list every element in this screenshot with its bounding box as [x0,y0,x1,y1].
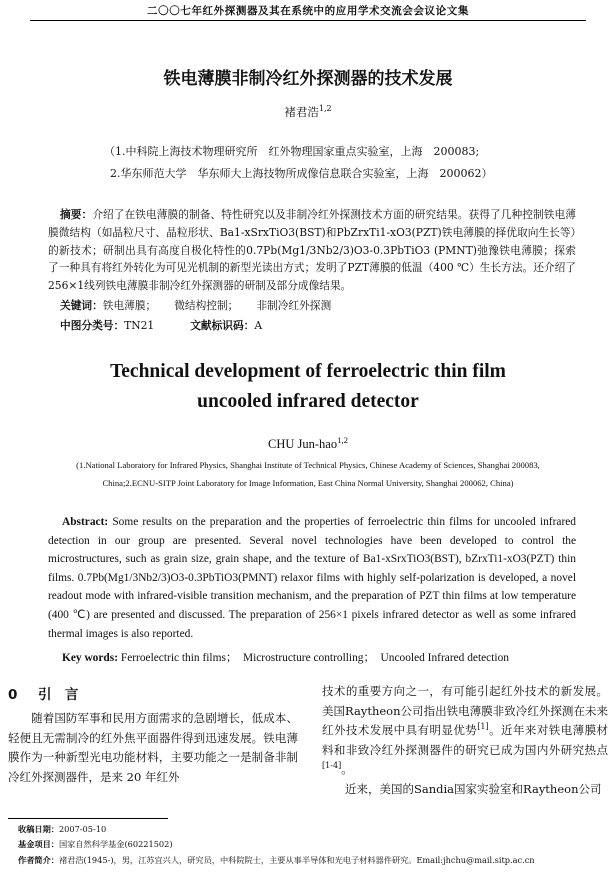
fund-text: 国家自然科学基金(60221502) [58,839,173,849]
received-label: 收稿日期： [18,824,59,834]
cn-title: 铁电薄膜非制冷红外探测器的技术发展 [163,69,453,89]
en-affiliation-2: China;2.ECNU-SITP Joint Laboratory for Image Information, East China Normal University, Shanghai 200062, China) [102,478,514,488]
bio-label: 作者简介： [18,855,59,865]
intro-left-text: 随着国防军事和民用方面需求的急剧增长，低成本、轻便且无需制冷的红外焦平面器件得到迅速发展。铁电薄膜作为一种新型光电功能材料，主要功能之一是制备非制冷红外探测器件，是来 20 年红外 [8,711,298,784]
cn-keyword-3: 非制冷红外探测 [256,299,332,312]
cn-author-name: 褚君浩 [284,105,319,119]
intro-left-column [8,709,298,787]
footnote-fund [18,839,173,850]
cn-affiliation-2: 2.华东师范大学 华东师大上海技物所成像信息联合实验室，上海 200062） [110,167,493,180]
en-title-line-1: Technical development of ferroelectric thin film [110,361,506,382]
intro-right-p1: 技术的重要方向之一，有可能引起红外技术的新发展。美国Raytheon公司指出铁电薄膜非致冷红外探测在未来红外技术发展中具有明显优势 [322,684,608,738]
cn-keyword-2: 微结构控制； [174,299,239,312]
cn-keywords-label: 关键词： [60,299,103,312]
en-keywords [62,649,509,665]
cn-abstract-label: 摘要： [60,208,93,221]
intro-right-p2: 近来，美国的Sandia国家实验室和Raytheon公司 [345,781,602,796]
section-heading [8,683,79,703]
en-title-line-2: uncooled infrared detector [197,391,419,412]
doc-code-value: A [254,319,263,332]
en-abstract-label: Abstract: [62,516,109,528]
ref-2: [1-4] [322,761,342,771]
footnote-rule [8,818,168,819]
cn-keyword-1: 铁电薄膜； [102,299,157,312]
section-title: 引 言 [38,687,79,703]
cn-classification [60,318,262,333]
cn-affiliation-1: （1.中科院上海技术物理研究所 红外物理国家重点实验室，上海 200083; [104,145,480,158]
footnote-received [18,824,106,835]
header-rule [30,20,586,21]
fund-label: 基金项目： [18,839,59,849]
en-author-sup: 1,2 [337,434,349,445]
en-keywords-text: Ferroelectric thin films； Microstructure controlling； Uncooled Infrared detection [120,652,509,664]
en-abstract-text: Some results on the preparation and the properties of ferroelectric thin films for uncooled infrared detection in our group are presented. Several novel technologies have been developed to control the microstructures, such as grain size, grain shape, and the texture of Ba1-xSrxTiO3(BST), bZrxTi1-xO3(PZT) thin films. 0.7Pb(Mg1/3Nb2/3)O3-0.3PbTiO3(PMNT) relaxor films with highly self-polarization is developed, a novel readout mode with infrared-visible transition mechanism, and the preparation of PZT thin films at low temperature (400 ℃) are presented and discussed. The preparation of 256×1 pixels infrared detector as well as some infrared thermal images is also reported. [48,516,576,640]
intro-right-column [322,682,608,800]
intro-right-p1c: 。 [341,762,353,777]
en-author-name: CHU Jun-hao [267,437,338,451]
ref-1: [1] [477,722,489,732]
intro-right-p1b: 。近年来对铁电薄膜材料和非致冷红外探测器件的研究已成为国内外研究热点 [322,723,609,757]
cn-keywords [60,298,331,313]
section-number: 0 [8,687,18,703]
clc-label: 中图分类号： [60,319,125,332]
cn-author-sup: 1,2 [318,104,332,114]
en-author [0,434,616,452]
clc-value: TN21 [124,319,155,332]
running-header: 二〇〇七年红外探测器及其在系统中的应用学术交流会会议论文集 [147,5,469,17]
cn-abstract-text: 介绍了在铁电薄膜的制备、特性研究以及非制冷红外探测技术方面的研究结果。获得了几种控制铁电薄膜微结构（如晶粒尺寸、晶粒形状、Ba1-xSrxTiO3(BST)和PbZrxTi1-xO3(PZT)铁电薄膜的择优取向生长等）的新技术；研制出具有高度自极化特性的0.7Pb(Mg1/3Nb2/3)O3-0.3PbTiO3 (PMNT)弛豫铁电薄膜；探索了一种具有将红外转化为可见光机制的新型光读出方式；发明了PZT薄膜的低温（400 ℃）生长方法。还介绍了256×1线列铁电薄膜非制冷红外探测器的研制及部分成像结果。 [48,208,576,293]
footnote-bio [18,855,535,866]
cn-abstract [48,206,576,295]
bio-text: 褚君浩(1945-)，男，江苏宜兴人，研究员，中科院院士，主要从事半导体和光电子材料器件研究。Email:jhchu@mail.sitp.ac.cn [58,855,535,865]
received-date: 2007-05-10 [58,824,107,834]
en-keywords-label: Key words: [62,652,118,664]
en-affiliation-1: (1.National Laboratory for Infrared Physics, Shanghai Institute of Technical Physics, Chinese Academy of Sciences, Shanghai 200083, [76,460,540,470]
cn-author [0,104,616,120]
doc-code-label: 文献标识码： [190,319,255,332]
en-abstract [48,513,576,643]
